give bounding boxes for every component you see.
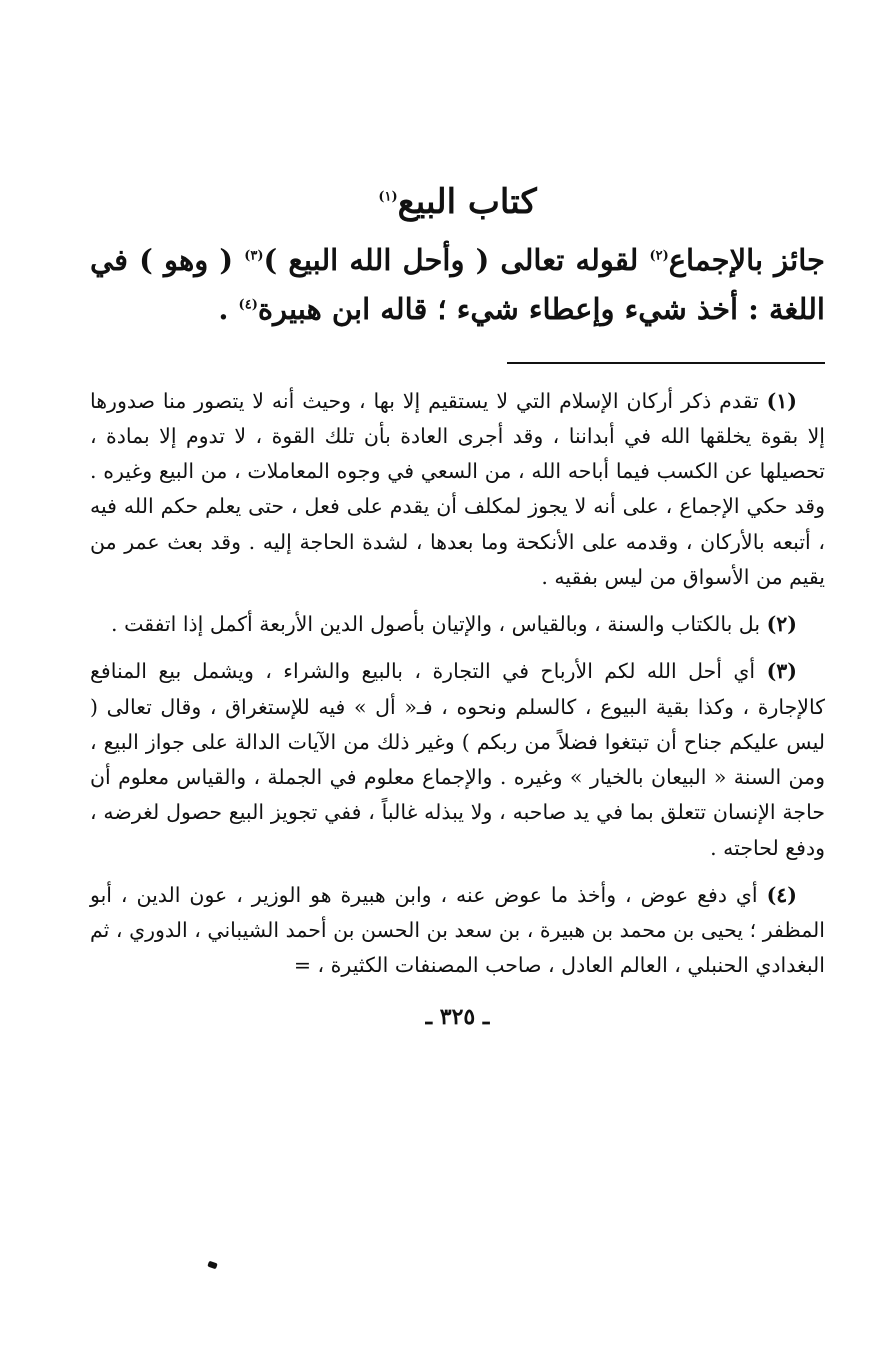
footnote-2 xyxy=(90,607,825,642)
main-text-part4: . xyxy=(218,291,239,326)
chapter-title-text: كتاب البيع xyxy=(397,182,537,222)
footnote-1 xyxy=(90,384,825,596)
footnote-text: تقدم ذكر أركان الإسلام التي لا يستقيم إلا بها ، وحيث أنه لا يتصور منا صدورها إلا بقوة يخلقها الله في أبداننا ، وقد أجرى العادة بأن تلك القوة ، لا تدوم إلا بمادة ، تحصيلها عن الكسب فيما أباحه الله ، من السعي في وجوه المعاملات ، من البيع وغيره . وقد حكي الإجماع ، على أنه لا يجوز لمكلف أن يقدم على فعل ، حتى يعلم حكم الله فيه ، أتبعه بالأركان ، وقدمه على الأنكحة وما بعدها ، لشدة الحاجة إليه . وقد بعث عمر من يقيم من الأسواق من ليس بفقيه . xyxy=(90,388,825,589)
footnote-ref-2: (٢) xyxy=(649,248,669,264)
ink-mark xyxy=(207,1261,218,1270)
main-text-part2: لقوله تعالى ( وأحل الله البيع ) xyxy=(263,243,650,278)
footnote-text: أي أحل الله لكم الأرباح في التجارة ، بالبيع والشراء ، ويشمل بيع المنافع كالإجارة ، وكذا بقية البيوع ، كالسلم ونحوه ، فـ« أل » فيه للإستغراق ، وقال تعالى ( ليس عليكم جناح أن تبتغوا فضلاً من ربكم ) وغير ذلك من الآيات الدالة على جواز البيع ، ومن السنة « البيعان بالخيار » وغيره . والإجماع معلوم في الجملة ، والقياس معلوم أن حاجة الإنسان تتعلق بما في يد صاحبه ، ولا يبذله غالباً ، ففي تجويز البيع حصول لغرضه ، ودفع لحاجته . xyxy=(90,659,825,860)
document-page xyxy=(90,170,825,1030)
footnote-text: بل بالكتاب والسنة ، وبالقياس ، والإتيان بأصول الدين الأربعة أكمل إذا اتفقت . xyxy=(111,612,761,637)
footnote-ref-4: (٤) xyxy=(238,297,258,313)
footnote-number: (٢) xyxy=(766,612,797,637)
footnote-number: (١) xyxy=(766,388,797,413)
footnote-ref-3: (٣) xyxy=(244,248,264,264)
footnote-4 xyxy=(90,878,825,984)
footnote-number: (٤) xyxy=(766,882,797,907)
main-text-part1: جائز بالإجماع xyxy=(668,243,825,278)
footnote-number: (٣) xyxy=(766,659,797,684)
chapter-title xyxy=(90,180,825,224)
main-text xyxy=(90,236,825,333)
page-number: ـ ٣٢٥ ـ xyxy=(425,1003,490,1030)
footnote-separator xyxy=(507,362,825,364)
footnote-text: أي دفع عوض ، وأخذ ما عوض عنه ، وابن هبيرة هو الوزير ، عون الدين ، أبو المظفر ؛ يحيى بن محمد بن هبيرة ، بن سعد بن الحسن بن أحمد الشيباني ، الدوري ، ثم البغدادي الحنبلي ، العالم العادل ، صاحب المصنفات الكثيرة ، = xyxy=(90,882,825,978)
footnote-3 xyxy=(90,654,825,866)
title-footnote-ref: (١) xyxy=(378,189,398,205)
main-text-part3: ( وهو ) في اللغة : أخذ شيء وإعطاء شيء ؛ قاله ابن هبيرة xyxy=(90,243,825,326)
